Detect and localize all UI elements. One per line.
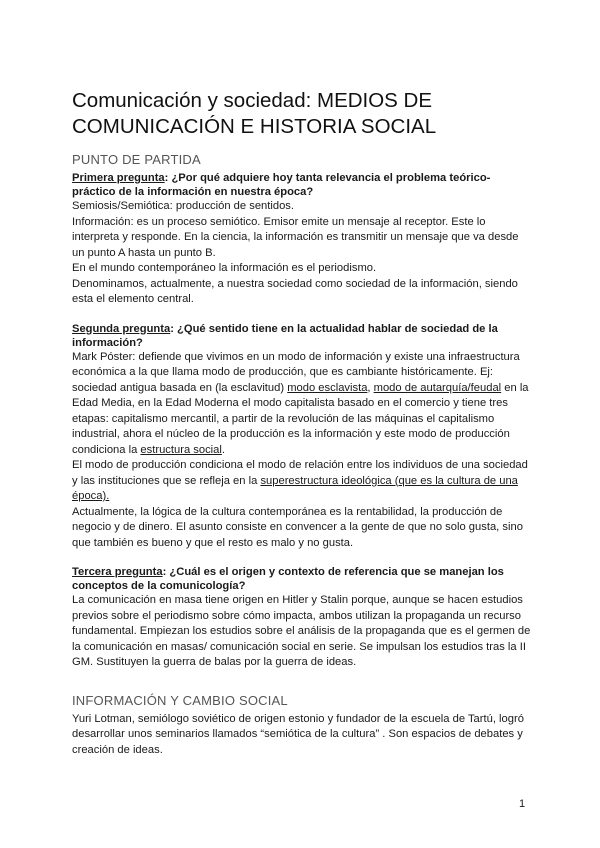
document-title: Comunicación y sociedad: MEDIOS DE COMUNICACIÓN E HISTORIA SOCIAL bbox=[72, 89, 437, 138]
question-1 bbox=[72, 171, 532, 199]
paragraph: Información: es un proceso semiótico. Emisor emite un mensaje al receptor. Este lo interpreta y responde. En la ciencia, la información es transmitir un mensaje que va desde un punto A hasta un punto B. bbox=[72, 215, 519, 259]
question-2-label: Segunda pregunta bbox=[72, 322, 171, 335]
paragraph bbox=[72, 350, 532, 459]
underlined-term-modo-esclavista: modo esclavista bbox=[287, 381, 368, 394]
section-heading-informacion-cambio-social: INFORMACIÓN Y CAMBIO SOCIAL bbox=[72, 692, 288, 708]
text-run: . bbox=[221, 443, 225, 456]
text-run: en la Edad Media, en la Edad Moderna el modo capitalista basado en el comercio y tiene tres etapas: capitalismo mercantil, a partir de la revolución de las máquinas el capitalismo industrial, ahora el núcleo de la producción es la información y este modo de producción condiciona la bbox=[72, 381, 529, 456]
page-number: 1 bbox=[519, 798, 526, 810]
paragraph: En el mundo contemporáneo la información es el periodismo. bbox=[72, 262, 377, 274]
paragraph bbox=[72, 458, 532, 505]
section-heading-punto-de-partida: PUNTO DE PARTIDA bbox=[72, 152, 201, 167]
paragraph: Denominamos, actualmente, a nuestra sociedad como sociedad de la información, siendo esta el elemento central. bbox=[72, 277, 518, 305]
underlined-term-modo-feudal: modo de autarquía/feudal bbox=[373, 381, 502, 394]
question-3-text: : ¿Cuál es el origen y contexto de referencia que se manejan los conceptos de la comunicología? bbox=[72, 566, 504, 592]
text-run: El modo de producción condiciona el modo de relación entre los individuos de una sociedad y las instituciones que se refleja en la bbox=[72, 459, 528, 487]
question-2 bbox=[72, 322, 532, 350]
question-1-text: : ¿Por qué adquiere hoy tanta relevancia el problema teórico-práctico de la información en nuestra época? bbox=[72, 172, 491, 198]
paragraph: Yuri Lotman, semiólogo soviético de origen estonio y fundador de la escuela de Tartú, logró desarrollar unos seminarios llamados “semiótica de la cultura” . Son espacios de debates y creación de ideas. bbox=[72, 712, 524, 756]
underlined-term-estructura-social: estructura social bbox=[140, 443, 222, 456]
paragraph: Actualmente, la lógica de la cultura contemporánea es la rentabilidad, la producción de negocio y de dinero. El asunto consiste en convencer a la gente de que no solo gusta, sino que también es bueno y que el resto es malo y no gusta. bbox=[72, 505, 523, 549]
question-1-label: Primera pregunta bbox=[72, 172, 165, 184]
question-3-label: Tercera pregunta bbox=[72, 566, 163, 578]
question-2-text: : ¿Qué sentido tiene en la actualidad hablar de sociedad de la información? bbox=[72, 322, 498, 349]
text-run: , bbox=[367, 381, 374, 394]
underlined-term-superestructura: superestructura ideológica (que es la cultura de una época). bbox=[72, 474, 518, 502]
paragraph: Semiosis/Semiótica: producción de sentidos. bbox=[72, 200, 294, 212]
text-run: Mark Póster: defiende que vivimos en un modo de información y existe una infraestructura económica a la que llama modo de producción, que es cambiante históricamente. Ej: sociedad antigua basada en (la esclavitud) bbox=[72, 350, 520, 394]
paragraph: La comunicación en masa tiene origen en Hitler y Stalin porque, aunque se hacen estudios previos sobre el periodismo sobre cómo impacta, ambos utilizan la propaganda un recurso fundamental. Empiezan los estudios sobre el análisis de la propaganda que es el germen de la comunicación en masas/ comunicación social en serie. Se impulsan los estudios tras la II GM. Sustituyen la guerra de balas por la guerra de ideas. bbox=[72, 594, 531, 668]
question-3 bbox=[72, 565, 532, 593]
document-page bbox=[72, 88, 532, 758]
